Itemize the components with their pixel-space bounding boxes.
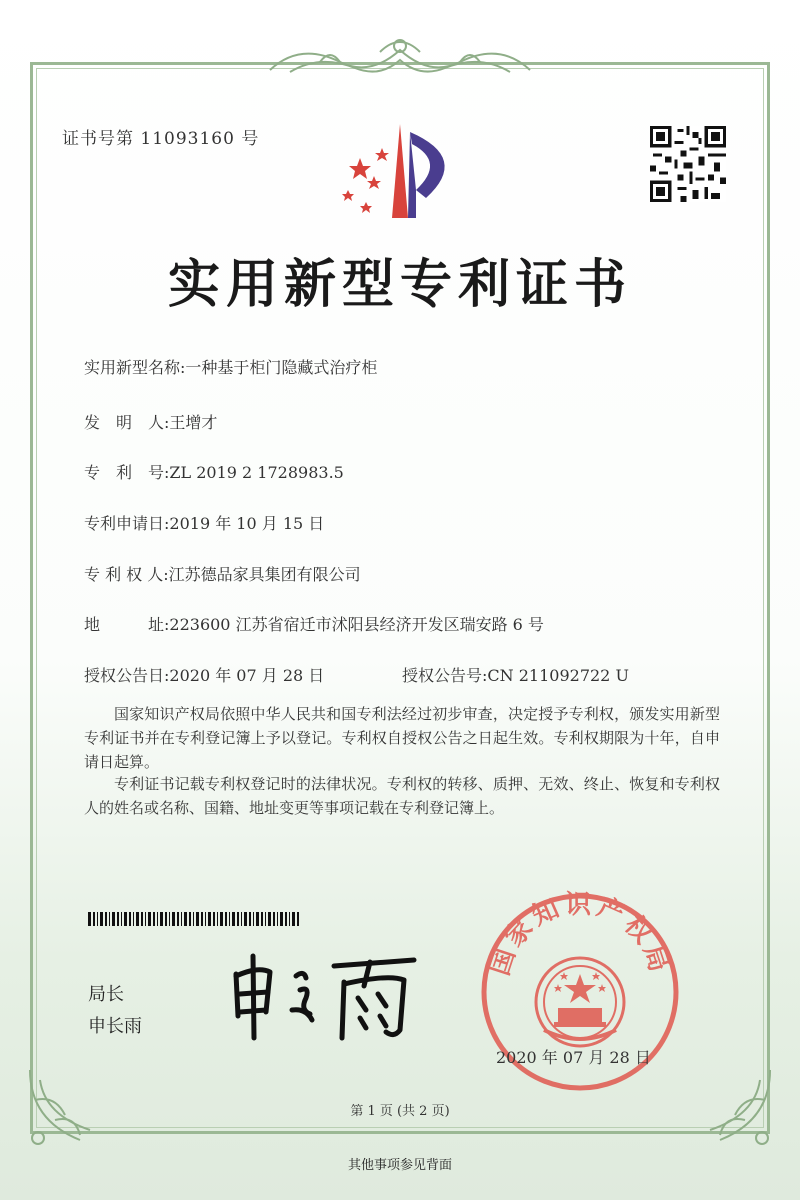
patentee-value: 江苏德品家具集团有限公司 [168,565,361,584]
footer-note: 其他事项参见背面 [347,1158,452,1173]
certificate-title: 实用新型专利证书 [167,255,632,315]
signatory-role: 局长 [88,984,124,1005]
address-label: 地 址: [84,615,170,634]
utility-model-name-label: 实用新型名称: [84,358,186,377]
grant-number-row [402,663,629,686]
utility-model-name-row [84,355,377,378]
grant-number-value: CN 211092722 U [487,666,629,685]
body-paragraph-1: 国家知识产权局依照中华人民共和国专利法经过初步审查，决定授予专利权，颁发实用新型专利证书并在专利登记簿上予以登记。专利权自授权公告之日起生效。专利权期限为十年，自申请日起算。 [84,705,720,771]
top-ornament-icon [260,32,540,82]
certificate-number [62,124,259,149]
grant-date-label: 授权公告日: [84,666,170,685]
patentee-row [84,562,361,585]
grant-date-row [84,663,324,686]
filing-date-label: 专利申请日: [84,514,170,533]
handwritten-signature [218,946,428,1046]
inventor-value: 王增才 [169,413,218,432]
inventor-label: 发 明 人: [84,413,170,432]
body-paragraph-2: 专利证书记载专利权登记时的法律状况。专利权的转移、质押、无效、终止、恢复和专利权人的姓名或名称、国籍、地址变更等事项记载在专利登记簿上。 [84,775,720,817]
seal-date: 2020 年 07 月 28 日 [496,1048,651,1067]
patent-number-row [84,460,344,483]
patentee-label: 专 利 权 人: [84,565,169,584]
patent-number-label: 专 利 号: [84,463,170,482]
qr-code-icon[interactable] [650,126,726,202]
filing-date-row [84,511,324,534]
seal-text: 国家知识产权局 [485,890,675,980]
certificate-number-label: 证书号第 [62,129,134,149]
inventor-row [84,410,217,433]
grant-number-label: 授权公告号: [402,666,488,685]
address-row [84,612,544,635]
page-number: 第 1 页 (共 2 页) [350,1104,450,1119]
cnipa-logo-icon [330,118,470,228]
utility-model-name-value: 一种基于柜门隐藏式治疗柜 [185,358,378,377]
grant-date-value: 2020 年 07 月 28 日 [169,666,325,685]
address-value: 223600 江苏省宿迁市沭阳县经济开发区瑞安路 6 号 [169,615,544,634]
certificate-number-suffix: 号 [241,129,260,149]
signatory-name: 申长雨 [88,1016,142,1037]
barcode-icon [88,912,300,926]
patent-number-value: ZL 2019 2 1728983.5 [169,463,344,482]
certificate-number-value: 11093160 [140,129,235,149]
filing-date-value: 2019 年 10 月 15 日 [169,514,325,533]
